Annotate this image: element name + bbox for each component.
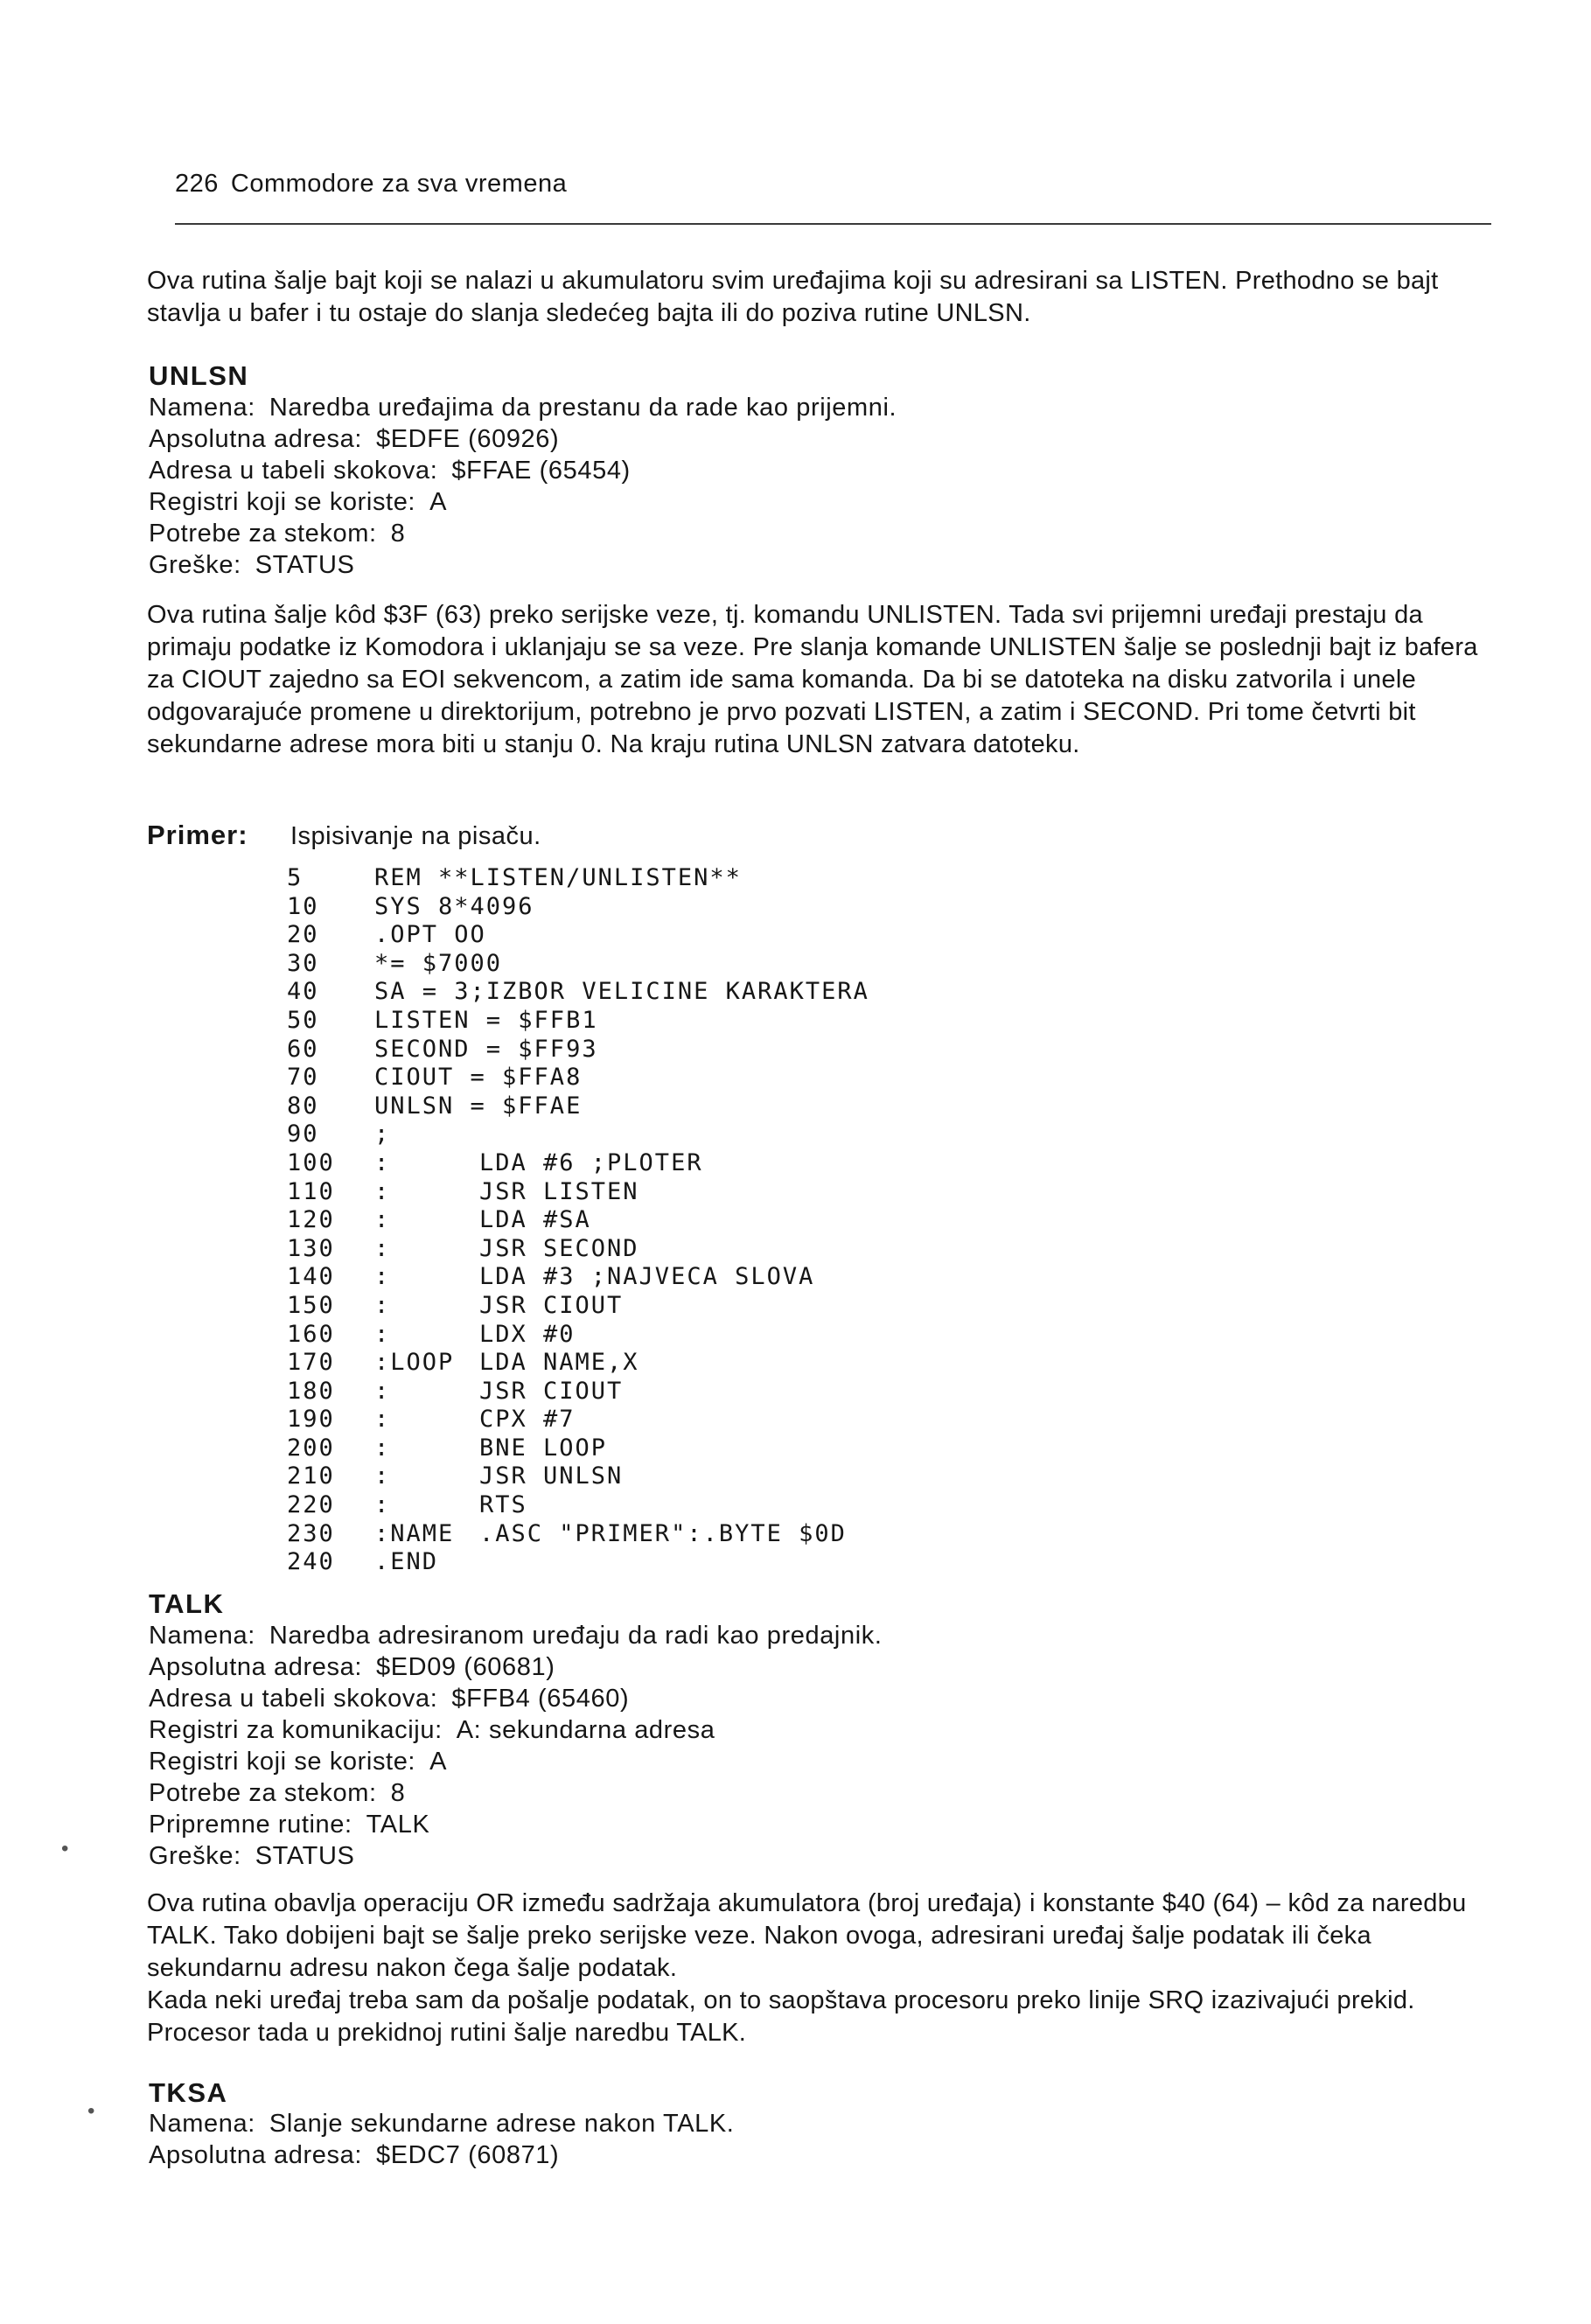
code-label: : xyxy=(374,1462,391,1490)
code-line-number: 100 xyxy=(287,1148,335,1176)
code-label: : xyxy=(374,1177,391,1205)
field-label: Apsolutna adresa: xyxy=(149,1653,362,1681)
unlsn-heading: UNLSN xyxy=(149,360,249,391)
code-line xyxy=(287,1349,869,1378)
code-statement: SA = 3;IZBOR VELICINE KARAKTERA xyxy=(374,978,869,1006)
code-line xyxy=(287,1206,869,1235)
example-label: Primer: xyxy=(147,820,248,850)
code-line xyxy=(287,1462,869,1491)
code-label: : xyxy=(374,1434,391,1462)
code-line-number: 40 xyxy=(287,978,319,1006)
header-rule xyxy=(175,223,1491,225)
code-line-number: 70 xyxy=(287,1064,319,1092)
code-line xyxy=(287,1378,869,1406)
field-value: 8 xyxy=(390,1779,406,1807)
code-line xyxy=(287,950,869,979)
code-statement: LDA NAME,X xyxy=(479,1349,639,1377)
margin-mark: • xyxy=(61,1837,69,1860)
field-label: Potrebe za stekom: xyxy=(149,1779,377,1807)
talk-field-row xyxy=(149,1746,883,1777)
code-statement: UNLSN = $FFAE xyxy=(374,1092,583,1120)
code-line-number: 110 xyxy=(287,1177,335,1205)
code-line-number: 200 xyxy=(287,1434,335,1462)
field-value: A xyxy=(429,1748,448,1776)
code-line-number: 170 xyxy=(287,1349,335,1377)
talk-description-2: Kada neki uređaj treba sam da pošalje podatak, on to saopštava procesoru preko linije SRQ izazivajući prekid. Procesor tada u prekidnoj rutini šalje naredbu TALK. xyxy=(147,1986,1415,2047)
tksa-fields xyxy=(149,2108,734,2171)
field-value: $EDFE (60926) xyxy=(375,425,560,453)
code-line xyxy=(287,1406,869,1434)
unlsn-field-row xyxy=(149,486,897,518)
code-line-number: 230 xyxy=(287,1519,335,1547)
unlsn-field-row xyxy=(149,549,897,581)
code-line-number: 150 xyxy=(287,1291,335,1319)
code-label: : xyxy=(374,1206,391,1234)
code-statement: SECOND = $FF93 xyxy=(374,1035,598,1063)
field-label: Greške: xyxy=(149,551,241,579)
margin-mark: • xyxy=(87,2099,95,2123)
code-line-number: 180 xyxy=(287,1377,335,1405)
field-label: Adresa u tabeli skokova: xyxy=(149,457,438,485)
code-line xyxy=(287,1520,869,1549)
unlsn-fields xyxy=(149,392,897,581)
field-label: Registri koji se koriste: xyxy=(149,1748,416,1776)
code-statement: CIOUT = $FFA8 xyxy=(374,1064,583,1092)
talk-field-row xyxy=(149,1683,883,1714)
code-statement: JSR LISTEN xyxy=(479,1177,639,1205)
code-line-number: 130 xyxy=(287,1234,335,1262)
talk-field-row xyxy=(149,1714,883,1746)
code-line xyxy=(287,1548,869,1577)
field-value: Naredba adresiranom uređaju da radi kao predajnik. xyxy=(269,1622,883,1650)
code-label: :NAME xyxy=(374,1519,455,1547)
field-label: Namena: xyxy=(149,394,255,422)
code-statement: LDA #6 ;PLOTER xyxy=(479,1148,703,1176)
intro-paragraph: Ova rutina šalje bajt koji se nalazi u akumulatoru svim uređajima koji su adresirani sa LISTEN. Prethodno se bajt stavlja u bafer i tu ostaje do slanja sledećeg bajta ili do poziva rutine UNLSN. xyxy=(147,267,1439,327)
field-label: Apsolutna adresa: xyxy=(149,2141,362,2169)
code-statement: JSR CIOUT xyxy=(479,1377,624,1405)
code-line xyxy=(287,1263,869,1292)
code-line xyxy=(287,1149,869,1178)
code-line xyxy=(287,1092,869,1121)
code-line-number: 190 xyxy=(287,1406,335,1434)
code-line-number: 160 xyxy=(287,1320,335,1348)
code-line xyxy=(287,1491,869,1520)
code-label: : xyxy=(374,1263,391,1291)
code-line-number: 220 xyxy=(287,1491,335,1519)
code-label: : xyxy=(374,1491,391,1519)
page-number: 226 xyxy=(175,170,219,198)
field-label: Registri za komunikaciju: xyxy=(149,1716,443,1744)
code-line xyxy=(287,1321,869,1350)
code-statement: CPX #7 xyxy=(479,1406,576,1434)
unlsn-description: Ova rutina šalje kôd $3F (63) preko serijske veze, tj. komandu UNLISTEN. Tada svi prijemni uređaji prestaju da primaju podatke iz Komodora i uklanjaju se sa veze. Pre slanja komande UNLISTEN šalje se poslednji bajt iz bafera za CIOUT zajedno sa EOI sekvencom, a zatim ide sama komanda. Da bi se datoteka na disku zatvorila i unele odgovarajuće promene u direktorijum, potrebno je prvo pozvati LISTEN, a zatim i SECOND. Pri tome četvrti bit sekundarne adrese mora biti u stanju 0. Na kraju rutina UNLSN zatvara datoteku. xyxy=(147,601,1478,758)
book-title: Commodore za sva vremena xyxy=(230,170,568,198)
field-label: Potrebe za stekom: xyxy=(149,520,377,548)
field-label: Pripremne rutine: xyxy=(149,1811,352,1839)
code-statement: *= $7000 xyxy=(374,949,503,977)
field-value: $FFAE (65454) xyxy=(451,457,631,485)
code-line-number: 90 xyxy=(287,1120,319,1148)
code-statement: LDX #0 xyxy=(479,1320,576,1348)
example-description: Ispisivanje na pisaču. xyxy=(290,822,541,850)
field-value: TALK xyxy=(366,1811,430,1839)
field-value: Naredba uređajima da prestanu da rade kao prijemni. xyxy=(269,394,897,422)
code-line xyxy=(287,1064,869,1092)
tksa-field-row xyxy=(149,2139,734,2171)
code-line xyxy=(287,1007,869,1036)
code-label: : xyxy=(374,1320,391,1348)
code-statement: JSR UNLSN xyxy=(479,1462,624,1490)
code-line-number: 240 xyxy=(287,1548,335,1576)
code-line-number: 210 xyxy=(287,1462,335,1490)
code-label: :LOOP xyxy=(374,1349,455,1377)
field-label: Registri koji se koriste: xyxy=(149,488,416,516)
code-statement: SYS 8*4096 xyxy=(374,892,534,920)
code-line xyxy=(287,1178,869,1207)
code-label: .END xyxy=(374,1548,439,1576)
tksa-heading: TKSA xyxy=(149,2077,228,2108)
code-line xyxy=(287,1235,869,1264)
unlsn-field-row xyxy=(149,518,897,549)
code-line-number: 80 xyxy=(287,1092,319,1120)
talk-field-row xyxy=(149,1809,883,1840)
field-value: A xyxy=(429,488,448,516)
code-statement: REM **LISTEN/UNLISTEN** xyxy=(374,864,742,891)
code-line xyxy=(287,1434,869,1463)
talk-field-row xyxy=(149,1651,883,1683)
code-line xyxy=(287,1292,869,1321)
field-value: $FFB4 (65460) xyxy=(451,1685,630,1713)
field-label: Apsolutna adresa: xyxy=(149,425,362,453)
field-value: STATUS xyxy=(255,1842,355,1870)
field-label: Greške: xyxy=(149,1842,241,1870)
talk-field-row xyxy=(149,1777,883,1809)
tksa-field-row xyxy=(149,2108,734,2139)
code-statement: LDA #SA xyxy=(479,1206,591,1234)
code-label: : xyxy=(374,1148,391,1176)
code-label: : xyxy=(374,1291,391,1319)
code-label: : xyxy=(374,1377,391,1405)
field-value: Slanje sekundarne adrese nakon TALK. xyxy=(269,2110,735,2138)
talk-description: Ova rutina obavlja operaciju OR između sadržaja akumulatora (broj uređaja) i konstante $40 (64) – kôd za naredbu TALK. Tako dobijeni bajt se šalje preko serijske veze. Nakon ovoga, adresirani uređaj šalje podatak ili čeka sekundarnu adresu nakon čega šalje podatak. xyxy=(147,1889,1467,1982)
code-statement: LISTEN = $FFB1 xyxy=(374,1006,598,1034)
field-value: 8 xyxy=(390,520,406,548)
code-line-number: 20 xyxy=(287,921,319,949)
talk-field-row xyxy=(149,1620,883,1651)
code-line-number: 5 xyxy=(287,864,304,891)
code-line-number: 10 xyxy=(287,892,319,920)
field-label: Adresa u tabeli skokova: xyxy=(149,1685,438,1713)
field-value: A: sekundarna adresa xyxy=(456,1716,715,1744)
code-line xyxy=(287,864,869,893)
code-label: : xyxy=(374,1406,391,1434)
code-line xyxy=(287,1036,869,1064)
code-line xyxy=(287,978,869,1007)
code-line-number: 30 xyxy=(287,949,319,977)
code-line-number: 120 xyxy=(287,1206,335,1234)
code-label: ; xyxy=(374,1120,391,1148)
unlsn-field-row xyxy=(149,423,897,455)
code-statement: .OPT OO xyxy=(374,921,486,949)
unlsn-field-row xyxy=(149,392,897,423)
talk-field-row xyxy=(149,1840,883,1872)
code-statement: JSR SECOND xyxy=(479,1234,639,1262)
talk-heading: TALK xyxy=(149,1588,225,1619)
code-line-number: 60 xyxy=(287,1035,319,1063)
talk-fields xyxy=(149,1620,883,1872)
field-value: $ED09 (60681) xyxy=(375,1653,555,1681)
code-statement: LDA #3 ;NAJVECA SLOVA xyxy=(479,1263,815,1291)
code-statement: .ASC "PRIMER":.BYTE $0D xyxy=(479,1519,847,1547)
field-value: $EDC7 (60871) xyxy=(375,2141,560,2169)
code-line xyxy=(287,1120,869,1149)
page-header xyxy=(175,170,1491,199)
code-statement: JSR CIOUT xyxy=(479,1291,624,1319)
code-label: : xyxy=(374,1234,391,1262)
code-line xyxy=(287,893,869,922)
field-value: STATUS xyxy=(255,551,355,579)
code-statement: BNE LOOP xyxy=(479,1434,608,1462)
code-statement: RTS xyxy=(479,1491,527,1519)
code-line-number: 140 xyxy=(287,1263,335,1291)
unlsn-field-row xyxy=(149,455,897,486)
field-label: Namena: xyxy=(149,2110,255,2138)
code-line xyxy=(287,921,869,950)
code-listing xyxy=(287,864,869,1577)
code-line-number: 50 xyxy=(287,1006,319,1034)
field-label: Namena: xyxy=(149,1622,255,1650)
